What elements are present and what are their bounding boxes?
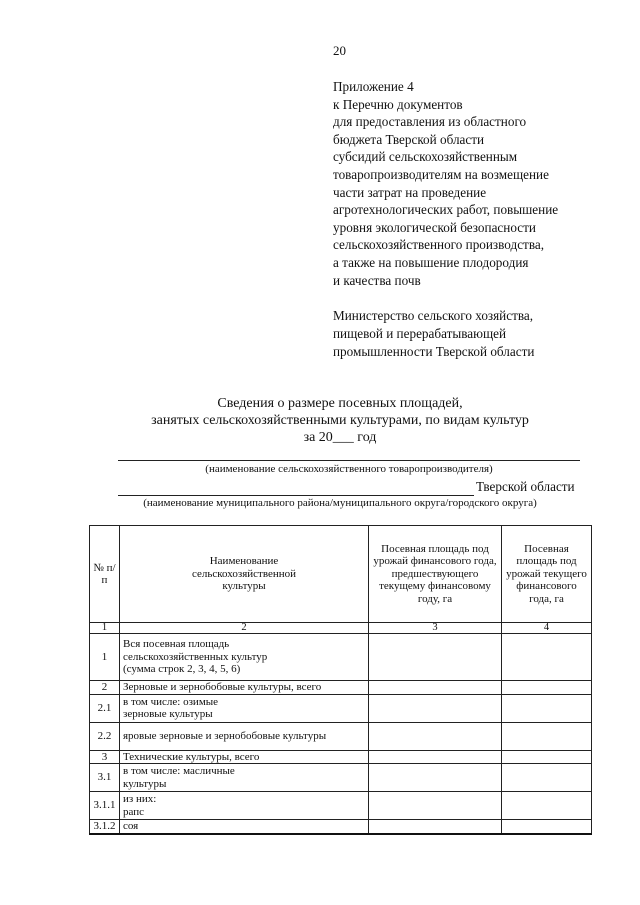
crop-name: из них: рапс: [120, 792, 369, 820]
appendix-line: товаропроизводителям на возмещение: [333, 166, 549, 182]
row-number: 3.1.2: [90, 820, 120, 834]
district-name-line: [118, 495, 474, 496]
appendix-line: Приложение 4: [333, 79, 414, 94]
table-row: [90, 694, 592, 722]
row-number: 2.2: [90, 722, 120, 750]
crop-name: яровые зерновые и зернобобовые культуры: [120, 722, 369, 750]
col-header-current-year-area: Посевная площадь под урожай текущего финансового года, га: [502, 526, 592, 623]
column-number: 3: [369, 623, 502, 634]
prev-year-area-cell[interactable]: [369, 792, 502, 820]
current-year-area-cell[interactable]: [502, 792, 592, 820]
row-number: 3: [90, 750, 120, 764]
crop-name: Зерновые и зернобобовые культуры, всего: [120, 681, 369, 695]
crop-name: в том числе: озимые зерновые культуры: [120, 694, 369, 722]
crop-name: в том числе: масличные культуры: [120, 764, 369, 792]
title-line: за 20___ год: [303, 430, 377, 445]
appendix-line: к Перечню документов: [333, 96, 463, 112]
column-number: 2: [120, 623, 369, 634]
column-number: 1: [90, 623, 120, 634]
current-year-area-cell[interactable]: [502, 694, 592, 722]
appendix-line: бюджета Тверской области: [333, 131, 485, 147]
ministry-line: пищевой и перерабатывающей: [333, 326, 507, 341]
row-number: 3.1: [90, 764, 120, 792]
row-number: 2.1: [90, 694, 120, 722]
appendix-line: а также на повышение плодородия: [333, 254, 529, 270]
page-number: 20: [333, 43, 346, 58]
table-row: [90, 792, 592, 820]
prev-year-area-cell[interactable]: [369, 750, 502, 764]
prev-year-area-cell[interactable]: [369, 722, 502, 750]
district-caption: (наименование муниципального района/муниципального округа/городского округа): [143, 497, 537, 509]
current-year-area-cell[interactable]: [502, 722, 592, 750]
table-row: [90, 722, 592, 750]
ministry-line: Министерство сельского хозяйства,: [333, 308, 534, 323]
title-line: Сведения о размере посевных площадей,: [217, 396, 463, 411]
appendix-line: сельскохозяйственного производства,: [333, 237, 545, 253]
prev-year-area-cell[interactable]: [369, 764, 502, 792]
current-year-area-cell[interactable]: [502, 634, 592, 681]
appendix-line: для предоставления из областного: [333, 114, 527, 130]
region-text: Тверской области: [476, 479, 575, 494]
col-header-crop-name: Наименование сельскохозяйственной культуры: [120, 526, 369, 623]
crop-name: Вся посевная площадь сельскохозяйственных культур (сумма строк 2, 3, 4, 5, 6): [120, 634, 369, 681]
appendix-line: части затрат на проведение: [333, 184, 487, 200]
table-header-row: [90, 526, 592, 623]
table-row: [90, 750, 592, 764]
title-line: занятых сельскохозяйственными культурами, по видам культур: [151, 413, 529, 428]
current-year-area-cell[interactable]: [502, 681, 592, 695]
table-row: [90, 764, 592, 792]
current-year-area-cell[interactable]: [502, 750, 592, 764]
column-number-row: [90, 623, 592, 634]
producer-name-line: [118, 460, 580, 461]
crop-name: Технические культуры, всего: [120, 750, 369, 764]
appendix-line: агротехнологических работ, повышение: [333, 202, 559, 218]
table-row: [90, 681, 592, 695]
prev-year-area-cell[interactable]: [369, 820, 502, 834]
table-row: [90, 820, 592, 834]
appendix-note: [333, 78, 558, 289]
appendix-line: субсидий сельскохозяйственным: [333, 149, 518, 165]
row-number: 2: [90, 681, 120, 695]
prev-year-area-cell[interactable]: [369, 681, 502, 695]
current-year-area-cell[interactable]: [502, 820, 592, 834]
col-header-number: № п/п: [90, 526, 120, 623]
document-title: [100, 395, 580, 446]
row-number: 3.1.1: [90, 792, 120, 820]
current-year-area-cell[interactable]: [502, 764, 592, 792]
appendix-line: и качества почв: [333, 272, 421, 288]
recipient-ministry: [333, 307, 534, 361]
appendix-line: уровня экологической безопасности: [333, 219, 536, 235]
prev-year-area-cell[interactable]: [369, 634, 502, 681]
col-header-prev-year-area: Посевная площадь под урожай финансового года, предшествующего текущему финансовому году, га: [369, 526, 502, 623]
ministry-line: промышленности Тверской области: [333, 344, 535, 359]
prev-year-area-cell[interactable]: [369, 694, 502, 722]
table-row: [90, 634, 592, 681]
producer-caption: (наименование сельскохозяйственного товаропроизводителя): [205, 463, 493, 475]
column-number: 4: [502, 623, 592, 634]
sown-area-table: [89, 525, 592, 835]
row-number: 1: [90, 634, 120, 681]
crop-name: соя: [120, 820, 369, 834]
